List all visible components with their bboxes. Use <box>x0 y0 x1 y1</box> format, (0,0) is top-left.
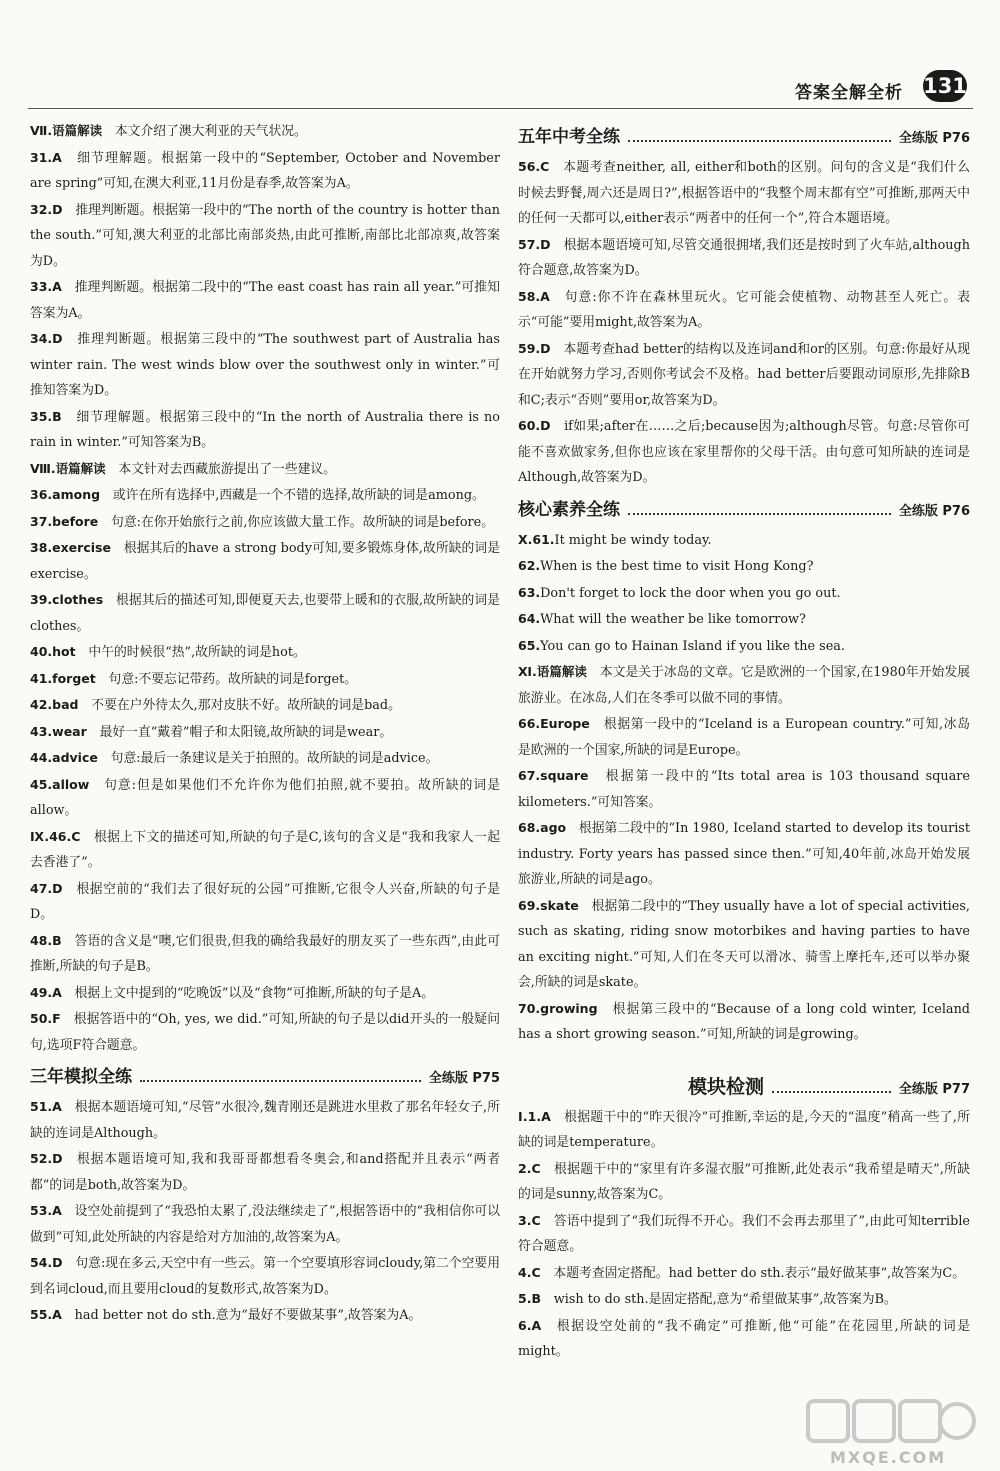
answer-explanation: Don't forget to lock the door when you go out. <box>540 585 841 601</box>
answer-number: 43.wear <box>30 723 87 739</box>
answer-number: 60.D <box>518 418 551 433</box>
answer-explanation: 根据上下文的描述可知,所缺的句子是C,该句的含义是“我和我家人一起去香港了”。 <box>30 829 501 870</box>
answer-item <box>518 1260 970 1287</box>
answer-item <box>30 326 500 404</box>
answer-number: 51.A <box>30 1099 62 1114</box>
answer-explanation: 中午的时候很“热”,故所缺的词是hot。 <box>75 645 306 660</box>
answer-explanation: 句意:在你开始旅行之前,你应该做大量工作。故所缺的词是before。 <box>98 514 495 530</box>
dot-leader <box>140 1080 421 1082</box>
answer-number: 56.C <box>518 159 550 174</box>
answer-number: 57.D <box>518 236 551 252</box>
answer-item <box>518 232 970 284</box>
answer-explanation: 细节理解题。根据第一段中的“September, October and November are spring”可知,在澳大利亚,11月份是春季,故答案为A。 <box>30 150 500 191</box>
section-title: 五年中考全练 <box>518 127 620 147</box>
answer-explanation: 根据第一段中的“Its total area is 103 thousand square kilometers.”可知答案。 <box>518 769 970 810</box>
answer-number: 2.C <box>518 1160 541 1176</box>
answer-explanation: 根据本题语境可知,尽管交通很拥堵,我们还是按时到了火车站,although符合题意,故答案为D。 <box>518 237 970 278</box>
answer-item <box>30 1146 500 1198</box>
answer-explanation: 根据第二段中的“In 1980, Iceland started to develop its tourist industry. Forty years has passed since then.”可知,40年前,冰岛开始发展旅游业,所缺的词是ago。 <box>518 821 970 887</box>
answer-item <box>518 527 970 554</box>
answer-explanation: 本文是关于冰岛的文章。它是欧洲的一个国家,在1980年开始发展旅游业。在冰岛,人们在冬季可以做不同的事情。 <box>518 665 970 706</box>
answer-item <box>518 580 970 607</box>
answer-item <box>518 154 970 232</box>
answer-explanation: 根据其后的描述可知,即便夏天去,也要带上暖和的衣服,故所缺的词是clothes。 <box>30 593 500 634</box>
answer-number: 42.bad <box>30 697 79 712</box>
right-block-1 <box>518 154 970 491</box>
answer-explanation: 本题考查had better的结构以及连词and和or的区别。句意:你最好从现在开始就努力学习,否则你考试会不及格。had better后要跟动词原形,先排除B和C;表示“否则”要用or,故答案为D。 <box>518 341 970 408</box>
section-heading-hexin <box>518 495 970 523</box>
answer-number: 38.exercise <box>30 540 111 555</box>
answer-item <box>518 284 970 336</box>
answer-explanation: 根据题干中的“昨天很冷”可推断,幸运的是,今天的“温度”稍高一些了,所缺的词是temperature。 <box>518 1109 970 1150</box>
answer-explanation: wish to do sth.是固定搭配,意为“希望做某事”,故答案为B。 <box>540 1292 897 1307</box>
answer-explanation: 句意:最后一条建议是关于拍照的。故所缺的词是advice。 <box>97 751 439 766</box>
answer-item <box>518 893 970 996</box>
right-block-2 <box>518 527 970 1048</box>
section-heading-sannian <box>30 1062 500 1090</box>
answer-item <box>30 274 500 326</box>
answer-explanation: 根据本题语境可知,“尽管”水很冷,魏青刚还是跳进水里救了那名年轻女子,所缺的连词是Although。 <box>30 1100 500 1141</box>
left-column <box>30 118 500 1329</box>
answer-number: 45.allow <box>30 776 90 792</box>
answer-item <box>518 659 970 711</box>
answer-number: 48.B <box>30 932 62 948</box>
answer-item <box>30 587 500 639</box>
answer-explanation: 本文针对去西藏旅游提出了一些建议。 <box>105 461 336 477</box>
left-block-2 <box>30 1094 500 1329</box>
answer-item <box>30 692 500 719</box>
answer-number: 64. <box>518 611 541 626</box>
header-title: 答案全解全析 <box>795 83 903 103</box>
answer-item <box>30 535 500 587</box>
answer-explanation: 推理判断题。根据第二段中的“The east coast has rain all year.”可推知答案为A。 <box>30 280 500 321</box>
answer-number: 63. <box>518 584 541 600</box>
answer-explanation: 最好一直“戴着”帽子和太阳镜,故所缺的词是wear。 <box>86 724 393 740</box>
answer-explanation: 不要在户外待太久,那对皮肤不好。故所缺的词是bad。 <box>78 698 401 713</box>
answer-explanation: What will the weather be like tomorrow? <box>540 612 806 627</box>
answer-number: 34.D <box>30 331 63 346</box>
answer-item <box>518 1313 970 1365</box>
answer-explanation: You can go to Hainan Island if you like the sea. <box>540 638 845 654</box>
page-number: 131 <box>923 70 967 102</box>
answer-number: 54.D <box>30 1255 63 1270</box>
answer-item <box>518 815 970 893</box>
answer-item <box>518 1156 970 1208</box>
answer-explanation: 根据第三段中的“Because of a long cold winter, Iceland has a short growing season.”可知,所缺的词是growing。 <box>518 1001 970 1042</box>
answer-number: 39.clothes <box>30 592 104 607</box>
answer-item <box>30 509 500 536</box>
answer-explanation: 本文介绍了澳大利亚的天气状况。 <box>102 124 307 139</box>
answer-number: Ⅹ.61. <box>518 531 555 547</box>
section-title: 三年模拟全练 <box>30 1067 132 1087</box>
answer-number: 59.D <box>518 340 551 356</box>
section-page-ref: 全练版 P76 <box>898 503 970 519</box>
answer-number: 4.C <box>518 1264 541 1280</box>
answer-number: 31.A <box>30 149 62 165</box>
answer-item <box>30 1250 500 1302</box>
answer-explanation: 根据上文中提到的“吃晚饭”以及“食物”可推断,所缺的句子是A。 <box>61 985 435 1001</box>
dot-leader <box>628 513 891 515</box>
answer-number: 5.B <box>518 1291 541 1306</box>
answer-item <box>518 336 970 414</box>
answer-number: 49.A <box>30 984 62 1000</box>
answer-number: 40.hot <box>30 644 76 659</box>
answer-item <box>30 1006 500 1058</box>
page-header <box>0 0 1000 120</box>
answer-number: 41.forget <box>30 670 96 686</box>
answer-item <box>30 145 500 197</box>
answer-item <box>518 763 970 815</box>
answer-explanation: 本题考查neither, all, either和both的区别。问句的含义是“我们什么时候去野餐,周六还是周日?”,根据答语中的“我整个周末都有空”可推断,那两天中的任何一天都可以,either表示“两者中的任何一个”,符合本题语境。 <box>518 160 970 226</box>
answer-explanation: It might be windy today. <box>554 532 712 548</box>
answer-number: 70.growing <box>518 1000 598 1016</box>
answer-explanation: 根据其后的have a strong body可知,要多锻炼身体,故所缺的词是exercise。 <box>30 541 500 582</box>
answer-explanation: 推理判断题。根据第一段中的“The north of the country is hotter than the south.”可知,澳大利亚的北部比南部炎热,由此可推断,南部比北部凉爽,故答案为D。 <box>30 202 500 269</box>
answer-number: 69.skate <box>518 897 579 913</box>
left-block-1 <box>30 118 500 1058</box>
answer-explanation: 细节理解题。根据第三段中的“In the north of Australia there is no rain in winter.”可知答案为B。 <box>30 409 500 450</box>
answer-item <box>30 666 500 693</box>
answer-item <box>30 1198 500 1250</box>
answer-number: 68.ago <box>518 820 567 835</box>
section-title: 模块检测 <box>688 1075 765 1098</box>
answer-item <box>30 1302 500 1329</box>
answer-number: 66.Europe <box>518 716 590 731</box>
answer-explanation: 本题考查固定搭配。had better do sth.表示“最好做某事”,故答案为C。 <box>540 1265 966 1281</box>
right-column <box>518 118 970 1365</box>
answer-number: Ⅷ.语篇解读 <box>30 460 106 476</box>
section-heading-wunian <box>518 122 970 150</box>
answer-item <box>518 996 970 1048</box>
answer-explanation: 答语的含义是“噢,它们很贵,但我的确给我最好的朋友买了一些东西”,由此可推断,所缺的句子是B。 <box>30 933 500 974</box>
dot-leader <box>772 1091 891 1093</box>
section-page-ref: 全练版 P77 <box>898 1081 970 1097</box>
answer-explanation: if如果;after在……之后;because因为;although尽管。句意:尽管你可能不喜欢做家务,但你也应该在家里帮你的父母干活。由句意可知所缺的连词是Although,故答案为D。 <box>518 419 970 485</box>
answer-number: Ⅰ.1.A <box>518 1108 551 1124</box>
answer-explanation: 根据题干中的“家里有许多湿衣服”可推断,此处表示“我希望是晴天”,所缺的词是sunny,故答案为C。 <box>518 1161 970 1202</box>
answer-number: 44.advice <box>30 750 98 765</box>
answer-item <box>30 824 500 876</box>
answer-number: 32.D <box>30 201 63 217</box>
answer-explanation: 答语中提到了“我们玩得不开心。我们不会再去那里了”,由此可知terrible符合题意。 <box>518 1213 970 1254</box>
answer-item <box>518 1286 970 1313</box>
answer-item <box>518 606 970 633</box>
answer-explanation: When is the best time to visit Hong Kong? <box>540 559 814 574</box>
answer-item <box>30 719 500 746</box>
answer-explanation: 根据第一段中的“Iceland is a European country.”可知,冰岛是欧洲的一个国家,所缺的词是Europe。 <box>518 717 970 758</box>
answer-explanation: 句意:不要忘记带药。故所缺的词是forget。 <box>95 671 358 687</box>
answer-number: 33.A <box>30 279 62 294</box>
answer-explanation: 根据本题语境可知,我和我哥哥都想看冬奥会,和and搭配并且表示“两者都”的词是both,故答案为D。 <box>30 1152 500 1193</box>
answer-item <box>30 197 500 275</box>
answer-explanation: 句意:现在多云,天空中有一些云。第一个空要填形容词cloudy,第二个空要用到名词cloud,而且要用cloud的复数形式,故答案为D。 <box>30 1256 500 1297</box>
answer-number: 6.A <box>518 1317 542 1333</box>
answer-number: 47.D <box>30 880 63 896</box>
answer-explanation: 根据空前的“我们去了很好玩的公园”可推断,它很令人兴奋,所缺的句子是D。 <box>30 881 500 922</box>
answer-item <box>518 633 970 660</box>
answer-item <box>30 639 500 666</box>
answer-item <box>30 482 500 509</box>
answer-number: 67.square <box>518 768 589 783</box>
answer-explanation: 根据设空处前的“我不确定”可推断,他“可能”在花园里,所缺的词是might。 <box>518 1318 970 1359</box>
answer-explanation: had better not do sth.意为“最好不要做某事”,故答案为A。 <box>61 1308 422 1323</box>
answer-number: Ⅺ.语篇解读 <box>518 664 587 679</box>
answer-number: 37.before <box>30 513 99 529</box>
answer-number: 36.among <box>30 487 101 502</box>
answer-item <box>30 456 500 483</box>
answer-number: 52.D <box>30 1151 63 1166</box>
answer-number: 53.A <box>30 1203 62 1218</box>
answer-number: 35.B <box>30 408 62 424</box>
section-heading-mokuai <box>518 1072 970 1100</box>
answer-item <box>30 745 500 772</box>
answer-number: 50.F <box>30 1011 61 1026</box>
answer-item <box>30 928 500 980</box>
answer-item <box>30 772 500 824</box>
answer-explanation: 句意:你不许在森林里玩火。它可能会使植物、动物甚至人死亡。表示“可能”要用might,故答案为A。 <box>518 289 970 330</box>
answer-item <box>30 404 500 456</box>
answer-explanation: 设空处前提到了“我恐怕太累了,没法继续走了”,根据答语中的“我相信你可以做到”可知,此处所缺的内容是给对方加油的,故答案为A。 <box>30 1204 500 1245</box>
dot-leader <box>628 140 891 142</box>
answer-explanation: 根据答语中的“Oh, yes, we did.”可知,所缺的句子是以did开头的一般疑问句,选项F符合题意。 <box>30 1012 500 1053</box>
answer-item <box>518 711 970 763</box>
answer-number: 58.A <box>518 288 550 304</box>
header-rule <box>28 108 973 109</box>
answer-item <box>518 413 970 491</box>
answer-number: Ⅶ.语篇解读 <box>30 123 103 138</box>
answer-explanation: 句意:但是如果他们不允许你为他们拍照,就不要拍。故所缺的词是allow。 <box>30 777 500 818</box>
answer-item <box>30 118 500 145</box>
section-page-ref: 全练版 P76 <box>898 131 970 146</box>
section-title: 核心素养全练 <box>518 499 620 520</box>
answer-number: 3.C <box>518 1212 541 1228</box>
answer-item <box>30 980 500 1007</box>
watermark-text: MXQE.COM <box>830 1448 947 1467</box>
right-block-3 <box>518 1104 970 1365</box>
answer-number: 65. <box>518 637 541 653</box>
answer-explanation: 或许在所有选择中,西藏是一个不错的选择,故所缺的词是among。 <box>100 488 485 503</box>
answer-explanation: 推理判断题。根据第三段中的“The southwest part of Australia has winter rain. The west winds blow over the southwest only in winter.”可推知答案为D。 <box>30 332 500 398</box>
answer-explanation: 根据第二段中的“They usually have a lot of special activities, such as skating, riding snow motorbikes and having parties to have an exciting night.”可知,人们在冬天可以滑冰、骑雪上摩托车,还可以举办聚会,所缺的词是skate。 <box>518 898 970 990</box>
answer-number: 62. <box>518 558 541 573</box>
answer-item <box>518 1104 970 1156</box>
answer-item <box>518 1208 970 1260</box>
answer-item <box>518 553 970 580</box>
answer-item <box>30 1094 500 1146</box>
answer-item <box>30 876 500 928</box>
section-page-ref: 全练版 P75 <box>428 1071 500 1086</box>
answer-number: 55.A <box>30 1307 62 1322</box>
answer-number: Ⅸ.46.C <box>30 828 81 844</box>
